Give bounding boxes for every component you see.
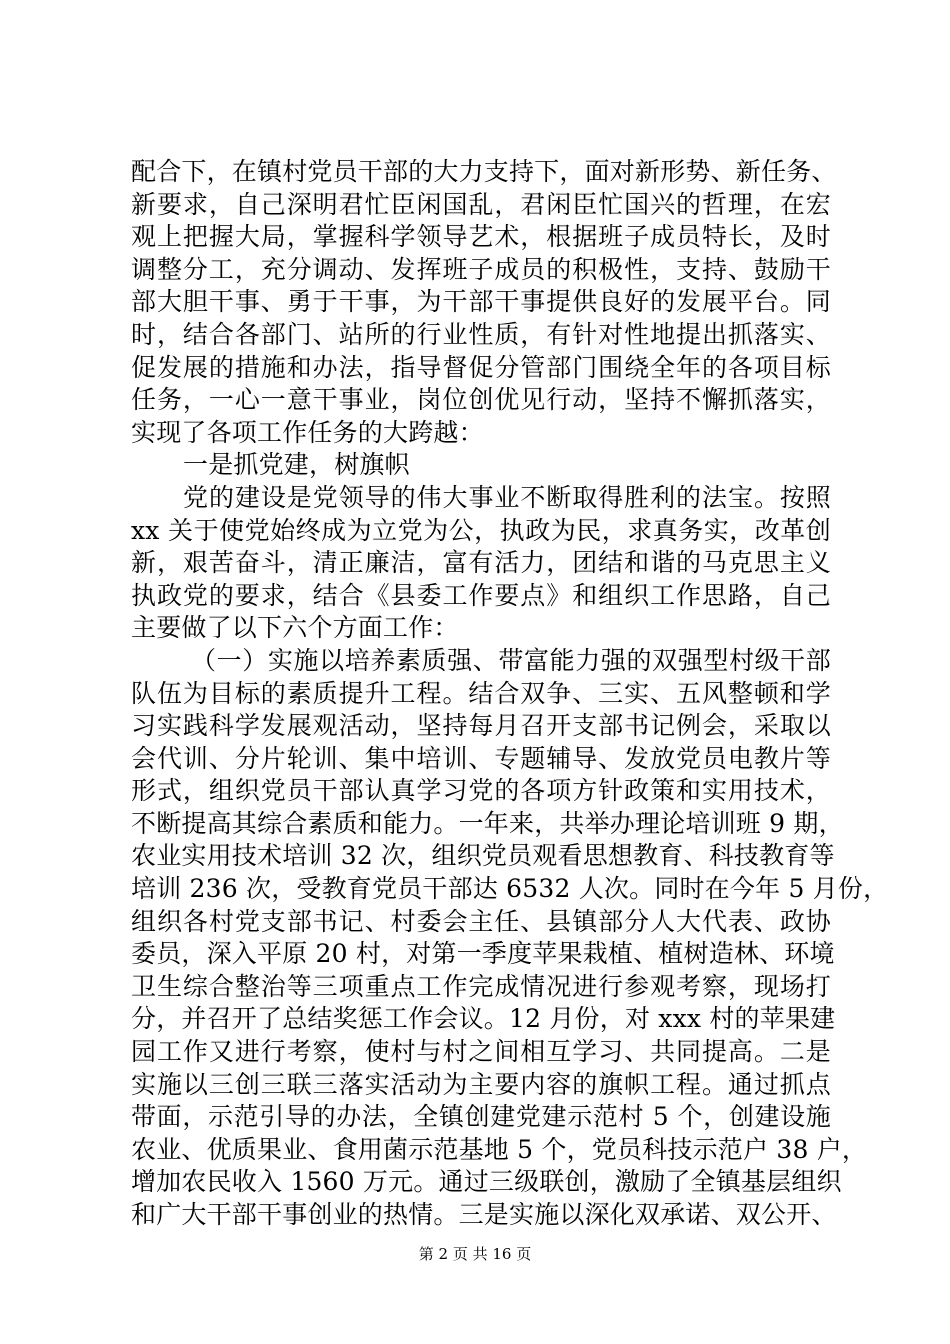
- text-line: 部大胆干事、勇于干事，为干部干事提供良好的发展平台。同: [131, 287, 831, 317]
- text-line: 和广大干部干事创业的热情。三是实施以深化双承诺、双公开、: [131, 1200, 837, 1229]
- text-line: 农业、优质果业、食用菌示范基地 5 个，党员科技示范户 38 户，: [131, 1134, 868, 1164]
- page-footer: [0, 1244, 950, 1264]
- text-line: 组织各村党支部书记、村委会主任、县镇部分人大代表、政协: [131, 906, 831, 936]
- text-line: 带面，示范引导的办法，全镇创建党建示范村 5 个，创建设施: [131, 1102, 831, 1132]
- text-line: 新要求，自己深明君忙臣闲国乱，君闲臣忙国兴的哲理，在宏: [131, 189, 831, 219]
- text-line: 时，结合各部门、站所的行业性质，有针对性地提出抓落实、: [131, 319, 831, 349]
- text-line: 队伍为目标的素质提升工程。结合双争、三实、五风整顿和学: [131, 678, 831, 708]
- document-body: [131, 156, 889, 1232]
- text-line: 委员，深入平原 20 村，对第一季度苹果栽植、植树造林、环境: [131, 939, 835, 969]
- section-heading: 一是抓党建，树旗帜: [183, 450, 410, 480]
- text-line: xx 关于使党始终成为立党为公，执政为民，求真务实，改革创: [131, 515, 831, 545]
- text-line: 形式，组织党员干部认真学习党的各项方针政策和实用技术，: [131, 776, 831, 806]
- text-line: 主要做了以下六个方面工作：: [131, 613, 459, 643]
- text-line: 习实践科学发展观活动，坚持每月召开支部书记例会，采取以: [131, 711, 831, 741]
- page-number-label: 第 2 页 共 16 页: [418, 1245, 532, 1263]
- text-line: 实施以三创三联三落实活动为主要内容的旗帜工程。通过抓点: [131, 1069, 831, 1099]
- text-line: 观上把握大局，掌握科学领导艺术，根据班子成员特长，及时: [131, 222, 831, 252]
- text-line: 分，并召开了总结奖惩工作会议。12 月份，对 xxx 村的苹果建: [131, 1004, 836, 1034]
- text-line: 促发展的措施和办法，指导督促分管部门围绕全年的各项目标: [131, 352, 831, 382]
- text-line: 不断提高其综合素质和能力。一年来，共举办理论培训班 9 期，: [131, 808, 844, 838]
- text-line: 配合下，在镇村党员干部的大力支持下，面对新形势、新任务、: [131, 157, 837, 186]
- text-line: 执政党的要求，结合《县委工作要点》和组织工作思路，自己: [131, 580, 831, 610]
- paragraph-first-line: 党的建设是党领导的伟大事业不断取得胜利的法宝。按照: [183, 482, 831, 512]
- text-line: 任务，一心一意干事业，岗位创优见行动，坚持不懈抓落实，: [131, 385, 831, 415]
- text-line: 增加农民收入 1560 万元。通过三级联创，激励了全镇基层组织: [131, 1167, 842, 1197]
- paragraph-first-line: （一）实施以培养素质强、带富能力强的双强型村级干部: [191, 645, 831, 675]
- text-line: 调整分工，充分调动、发挥班子成员的积极性，支持、鼓励干: [131, 254, 831, 284]
- text-line: 卫生综合整治等三项重点工作完成情况进行参观考察，现场打: [131, 971, 831, 1001]
- text-line: 农业实用技术培训 32 次，组织党员观看思想教育、科技教育等: [131, 841, 835, 871]
- text-line: 新，艰苦奋斗，清正廉洁，富有活力，团结和谐的马克思主义: [131, 548, 831, 578]
- text-line: 培训 236 次，受教育党员干部达 6532 人次。同时在今年 5 月份，: [131, 874, 889, 904]
- text-line: 会代训、分片轮训、集中培训、专题辅导、发放党员电教片等: [131, 743, 831, 773]
- text-line: 实现了各项工作任务的大跨越：: [131, 417, 484, 447]
- text-line: 园工作又进行考察，使村与村之间相互学习、共同提高。二是: [131, 1037, 831, 1067]
